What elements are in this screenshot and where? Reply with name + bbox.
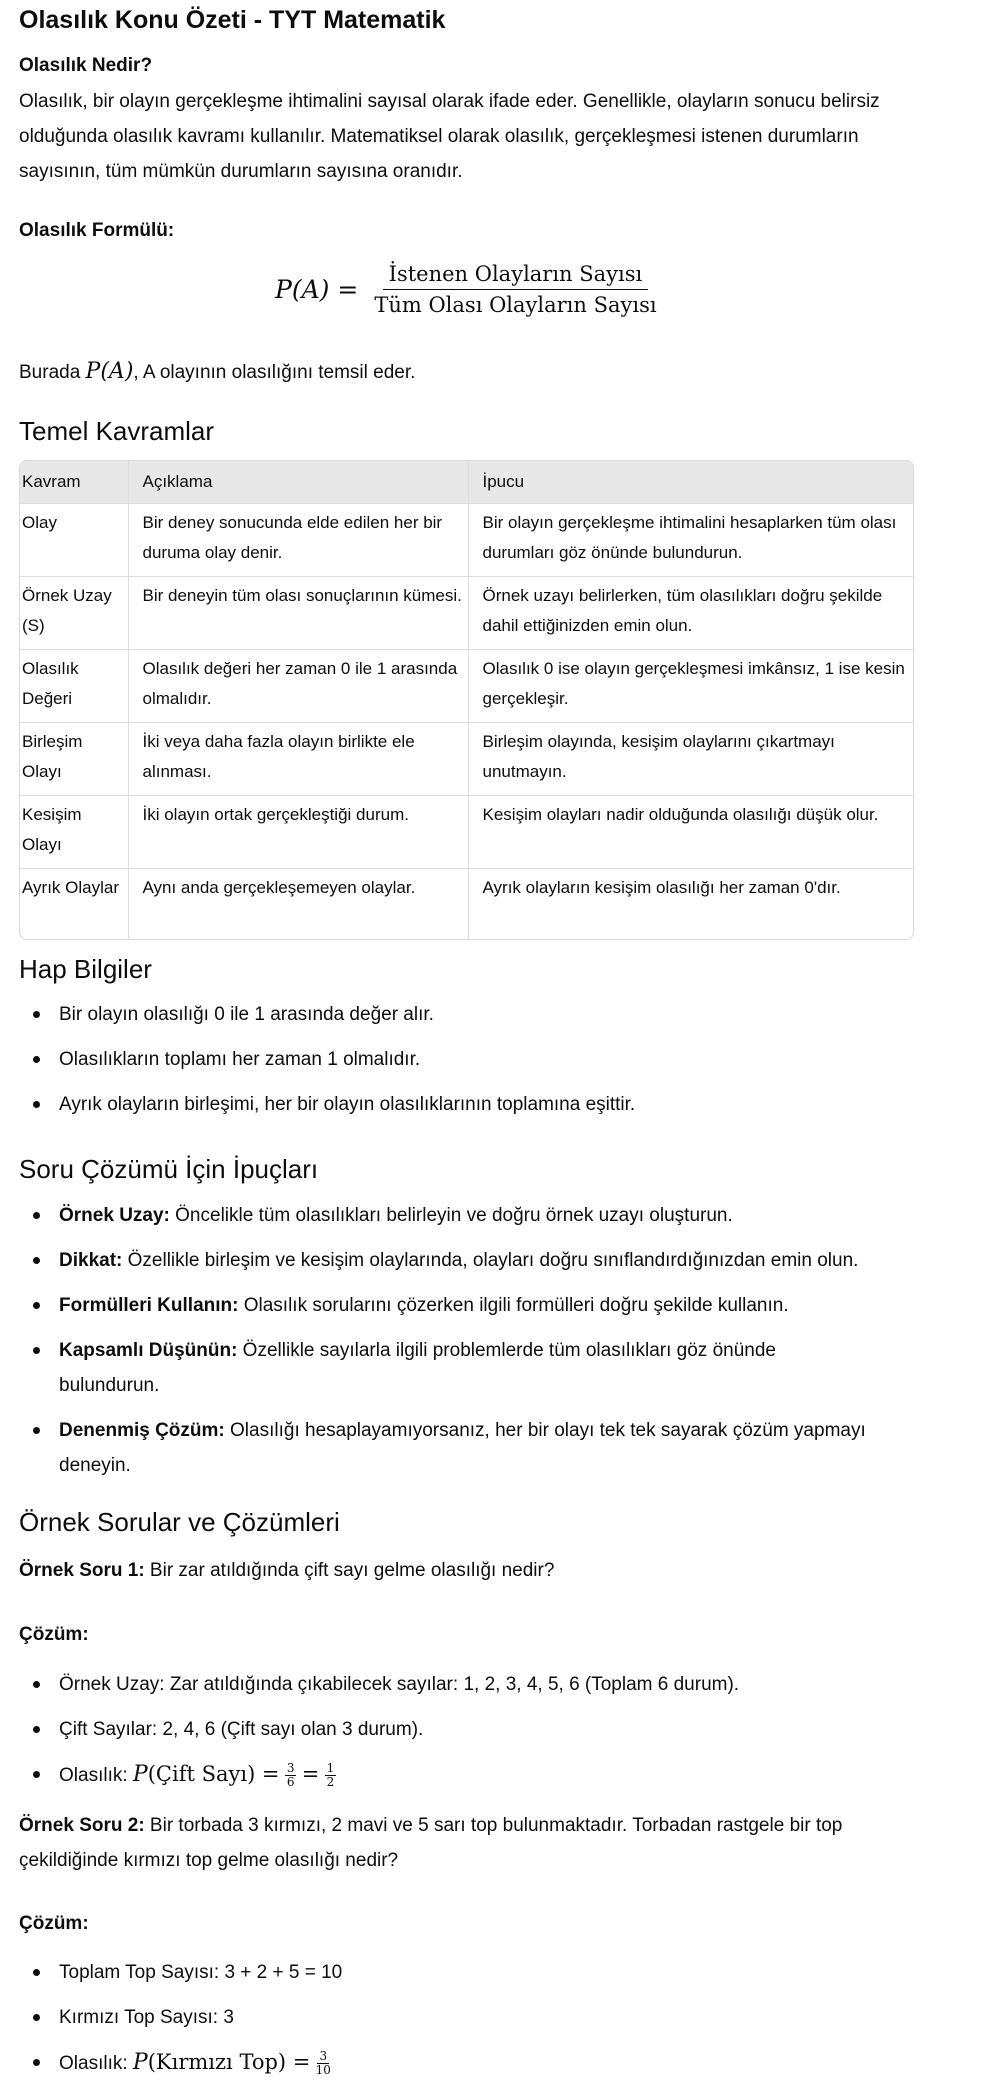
table-cell-description: İki olayın ortak gerçekleştiği durum. <box>128 795 468 868</box>
tips-heading: Soru Çözümü İçin İpuçları <box>19 1154 319 1184</box>
fraction-numerator: 3 <box>286 1761 295 1776</box>
tip-label: Formülleri Kullanın: <box>59 1295 239 1316</box>
table-cell-description: İki veya daha fazla olayın birlikte ele alınması. <box>128 722 468 795</box>
fraction-numerator: 3 <box>319 2049 328 2064</box>
concepts-table <box>19 460 914 940</box>
table-cell-concept: Birleşim Olayı <box>20 722 128 795</box>
table-cell-tip: Olasılık 0 ise olayın gerçekleşmesi imkânsız, 1 ise kesin gerçekleşir. <box>468 649 913 722</box>
probability-arg: (Çift Sayı) = <box>147 1762 280 1786</box>
table-row <box>20 795 913 868</box>
list-item: Örnek Uzay: Zar atıldığında çıkabilecek sayılar: 1, 2, 3, 4, 5, 6 (Toplam 6 durum). <box>19 1667 914 1702</box>
probability-arg: (Kırmızı Top) = <box>147 2050 311 2074</box>
fraction-denominator: 2 <box>326 1775 335 1790</box>
list-item: Çift Sayılar: 2, 4, 6 (Çift sayı olan 3 durum). <box>19 1712 914 1747</box>
tip-text: Öncelikle tüm olasılıkları belirleyin ve doğru örnek uzayı oluşturun. <box>169 1205 733 1226</box>
table-row <box>20 576 913 649</box>
list-item <box>19 1333 839 1403</box>
table-cell-tip: Örnek uzayı belirlerken, tüm olasılıkları doğru şekilde dahil ettiğinizden emin olun. <box>468 576 913 649</box>
intro-heading: Olasılık Nedir? <box>19 55 153 76</box>
formula-equals: = <box>337 275 359 304</box>
formula-numerator: İstenen Olayların Sayısı <box>383 262 649 290</box>
table-cell-concept: Kesişim Olayı <box>20 795 128 868</box>
question-label: Örnek Soru 1: <box>19 1560 145 1581</box>
tip-text: Özellikle birleşim ve kesişim olaylarında, olayları doğru sınıflandırdığınızdan emin olun. <box>122 1250 859 1271</box>
table-cell-tip: Ayrık olayların kesişim olasılığı her zaman 0'dır. <box>468 868 913 939</box>
examples-heading: Örnek Sorular ve Çözümleri <box>19 1507 340 1537</box>
tip-label: Dikkat: <box>59 1250 123 1271</box>
fraction-denominator: 10 <box>315 2063 331 2078</box>
tip-text: Olasılık sorularını çözerken ilgili formülleri doğru şekilde kullanın. <box>238 1295 789 1316</box>
table-row <box>20 722 913 795</box>
fraction-numerator: 1 <box>326 1761 335 1776</box>
tip-label: Örnek Uzay: <box>59 1205 170 1226</box>
table-cell-concept: Ayrık Olaylar <box>20 868 128 939</box>
table-cell-concept: Olasılık Değeri <box>20 649 128 722</box>
formula-lhs: P(A) <box>275 275 330 304</box>
table-header-row <box>20 461 913 503</box>
solution-1-list <box>19 1667 914 1793</box>
table-cell-tip: Birleşim olayında, kesişim olaylarını çıkartmayı unutmayın. <box>468 722 913 795</box>
list-item <box>19 1288 914 1323</box>
formula-note <box>19 354 415 390</box>
hap-list <box>19 997 914 1122</box>
table-cell-description: Bir deneyin tüm olası sonuçlarının kümesi. <box>128 576 468 649</box>
tips-list <box>19 1198 914 1483</box>
list-item <box>19 2045 914 2081</box>
page-title: Olasılık Konu Özeti - TYT Matematik <box>19 6 446 34</box>
formula-fraction <box>368 262 662 317</box>
tip-text: Özellikle sayılarla ilgili problemlerde tüm olasılıkları göz önünde bulundurun. <box>59 1340 776 1396</box>
example-question-2 <box>19 1808 889 1878</box>
question-text: Bir zar atıldığında çift sayı gelme olasılığı nedir? <box>144 1560 555 1581</box>
list-item: Olasılıkların toplamı her zaman 1 olmalıdır. <box>19 1042 914 1077</box>
question-label: Örnek Soru 2: <box>19 1815 145 1836</box>
question-text: Bir torbada 3 kırmızı, 2 mavi ve 5 sarı top bulunmaktadır. Torbadan rastgele bir top çekildiğinde kırmızı top gelme olasılığı nedir? <box>19 1815 843 1871</box>
table-cell-concept: Örnek Uzay (S) <box>20 576 128 649</box>
tip-text: Olasılığı hesaplayamıyorsanız, her bir olayı tek tek sayarak çözüm yapmayı deneyin. <box>59 1420 866 1476</box>
solution-label: Çözüm: <box>19 1624 89 1645</box>
table-cell-concept: Olay <box>20 503 128 576</box>
list-item <box>19 1198 914 1233</box>
probability-p: P <box>132 2050 148 2075</box>
list-item <box>19 1757 914 1793</box>
list-item <box>19 1243 914 1278</box>
probability-formula <box>275 262 663 317</box>
tip-label: Denenmiş Çözüm: <box>59 1420 225 1441</box>
table-row <box>20 649 913 722</box>
fraction-3-6 <box>285 1762 297 1789</box>
table-cell-description: Bir deney sonucunda elde edilen her bir duruma olay denir. <box>128 503 468 576</box>
probability-equals: = <box>301 1762 320 1786</box>
list-item: Ayrık olayların birleşimi, her bir olayın olasılıklarının toplamına eşittir. <box>19 1087 914 1122</box>
solution-2-list <box>19 1955 914 2081</box>
table-header-kavram: Kavram <box>22 471 81 491</box>
example-question-1 <box>19 1553 554 1588</box>
list-item: Toplam Top Sayısı: 3 + 2 + 5 = 10 <box>19 1955 914 1990</box>
probability-prefix: Olasılık: <box>59 2053 133 2074</box>
formula-note-suffix: , A olayının olasılığını temsil eder. <box>133 362 416 383</box>
fraction-1-2 <box>325 1762 337 1789</box>
concepts-heading: Temel Kavramlar <box>19 416 215 446</box>
tip-label: Kapsamlı Düşünün: <box>59 1340 238 1361</box>
table-cell-tip: Kesişim olayları nadir olduğunda olasılığı düşük olur. <box>468 795 913 868</box>
fraction-denominator: 6 <box>286 1775 295 1790</box>
intro-text: Olasılık, bir olayın gerçekleşme ihtimalini sayısal olarak ifade eder. Genellikle, olayların sonucu belirsiz olduğunda olasılık kavramı kullanılır. Matematiksel olarak olasılık, gerçekleşmesi istenen durumların sayısının, tüm mümkün durumların sayısına oranıdır. <box>19 91 880 182</box>
solution-label: Çözüm: <box>19 1913 89 1934</box>
formula-note-prefix: Burada <box>19 362 86 383</box>
list-item: Bir olayın olasılığı 0 ile 1 arasında değer alır. <box>19 997 914 1032</box>
formula-note-math: P(A) <box>85 359 134 384</box>
table-cell-description: Aynı anda gerçekleşemeyen olaylar. <box>128 868 468 939</box>
table-cell-tip: Bir olayın gerçekleşme ihtimalini hesaplarken tüm olası durumları göz önünde bulundurun. <box>468 503 913 576</box>
list-item: Kırmızı Top Sayısı: 3 <box>19 2000 914 2035</box>
table-row <box>20 503 913 576</box>
table-row <box>20 868 913 939</box>
fraction-3-10 <box>316 2050 331 2077</box>
table-cell-description: Olasılık değeri her zaman 0 ile 1 arasında olmalıdır. <box>128 649 468 722</box>
probability-prefix: Olasılık: <box>59 1765 133 1786</box>
formula-heading: Olasılık Formülü: <box>19 220 175 241</box>
hap-heading: Hap Bilgiler <box>19 954 152 984</box>
probability-p: P <box>132 1762 148 1787</box>
table-header-aciklama: Açıklama <box>128 461 468 503</box>
table-header-ipucu: İpucu <box>468 461 913 503</box>
formula-denominator: Tüm Olası Olayların Sayısı <box>374 293 657 317</box>
list-item <box>19 1413 914 1483</box>
